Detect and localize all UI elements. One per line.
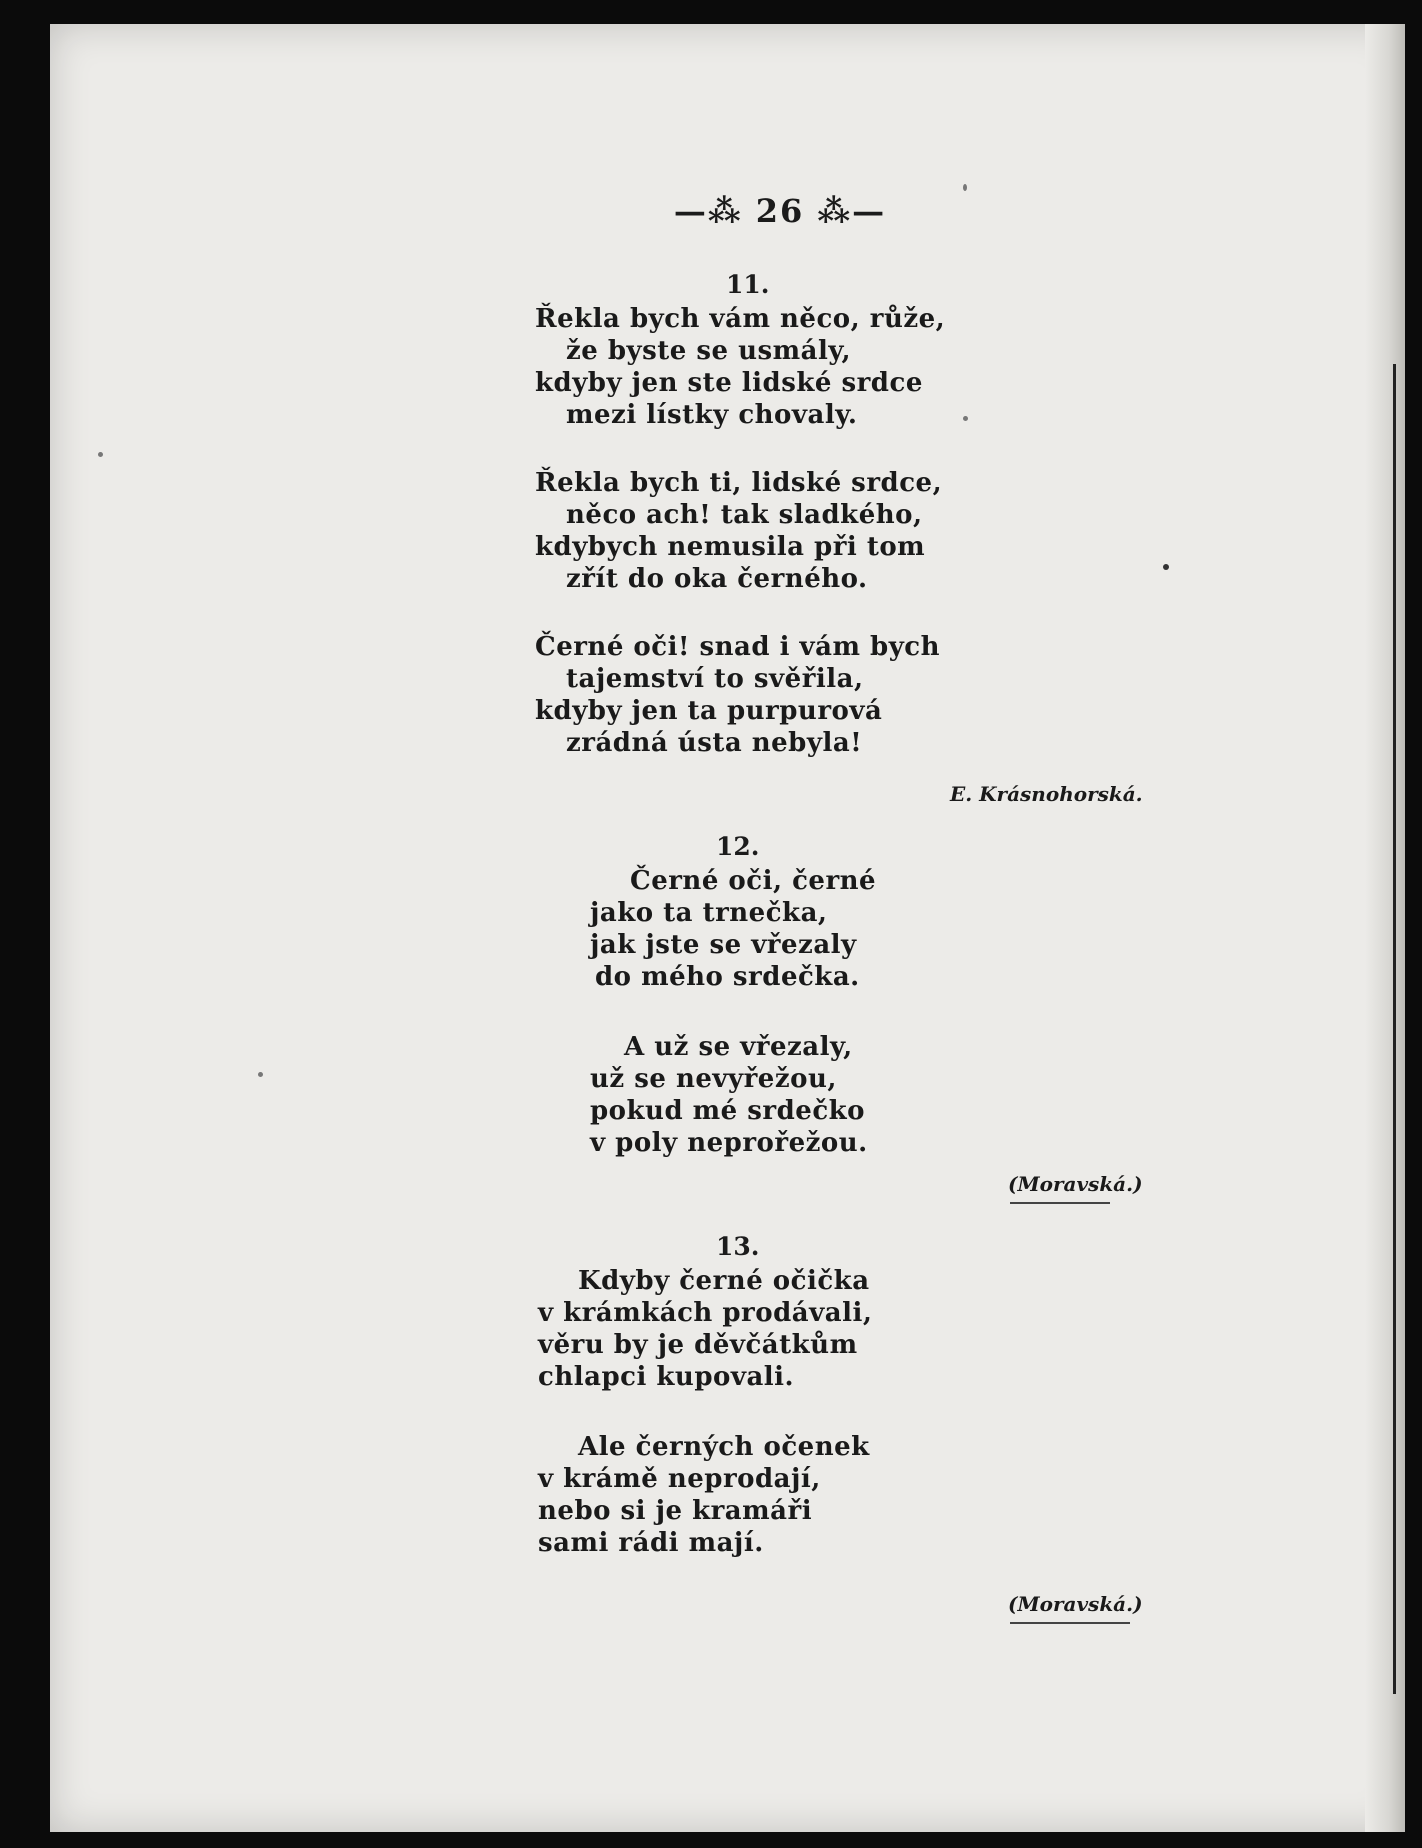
author-underline [1010,1622,1130,1624]
book-page [50,24,1405,1832]
verse-line: Řekla bych ti, lidské srdce, [535,468,943,498]
verse-line: Řekla bych vám něco, růže, [535,304,946,334]
verse-line: mezi lístky chovaly. [566,400,858,430]
poem-author: E. Krásnohorská. [950,782,1143,806]
paper-speck [258,1072,263,1077]
verse-line: zřít do oka černého. [566,564,868,594]
verse-line: Ale černých očenek [578,1432,870,1462]
verse-line: Kdyby černé očička [578,1266,870,1296]
verse-line: A už se vřezaly, [624,1032,853,1062]
poem-number: 12. [716,832,760,861]
poem-author: (Moravská.) [1008,1172,1143,1196]
verse-line: do mého srdečka. [595,962,860,992]
verse-line: kdyby jen ste lidské srdce [535,368,923,398]
verse-line: v krámkách prodávali, [538,1298,873,1328]
verse-line: v krámě neprodají, [538,1464,821,1494]
verse-line: věru by je děvčátkům [538,1330,858,1360]
verse-line: tajemství to svěřila, [566,664,864,694]
verse-line: zrádná ústa nebyla! [566,728,863,758]
poem-number: 11. [726,270,770,299]
paper-speck [1163,564,1169,570]
verse-line: kdyby jen ta purpurová [535,696,883,726]
poem-number: 13. [716,1232,760,1261]
verse-line: Černé oči! snad i vám bych [535,632,941,662]
verse-line: jako ta trnečka, [590,898,828,928]
verse-line: už se nevyřežou, [590,1064,837,1094]
author-underline [1010,1202,1110,1204]
verse-line: jak jste se vřezaly [590,930,857,960]
verse-line: v poly neprořežou. [590,1128,868,1158]
verse-line: že byste se usmály, [566,336,852,366]
paper-speck [98,452,103,457]
verse-line: něco ach! tak sladkého, [566,500,923,530]
page-edge [1365,24,1405,1832]
verse-line: pokud mé srdečko [590,1096,866,1126]
verse-line: nebo si je kramáři [538,1496,813,1526]
binding-edge [1393,364,1396,1694]
verse-line: Černé oči, černé [630,866,877,896]
poem-author: (Moravská.) [1008,1592,1143,1616]
paper-speck [963,416,968,421]
verse-line: chlapci kupovali. [538,1362,795,1392]
verse-line: sami rádi mají. [538,1528,764,1558]
page-number-header: —⁂ 26 ⁂— [673,192,887,230]
verse-line: kdybych nemusila při tom [535,532,926,562]
paper-speck [963,184,967,191]
